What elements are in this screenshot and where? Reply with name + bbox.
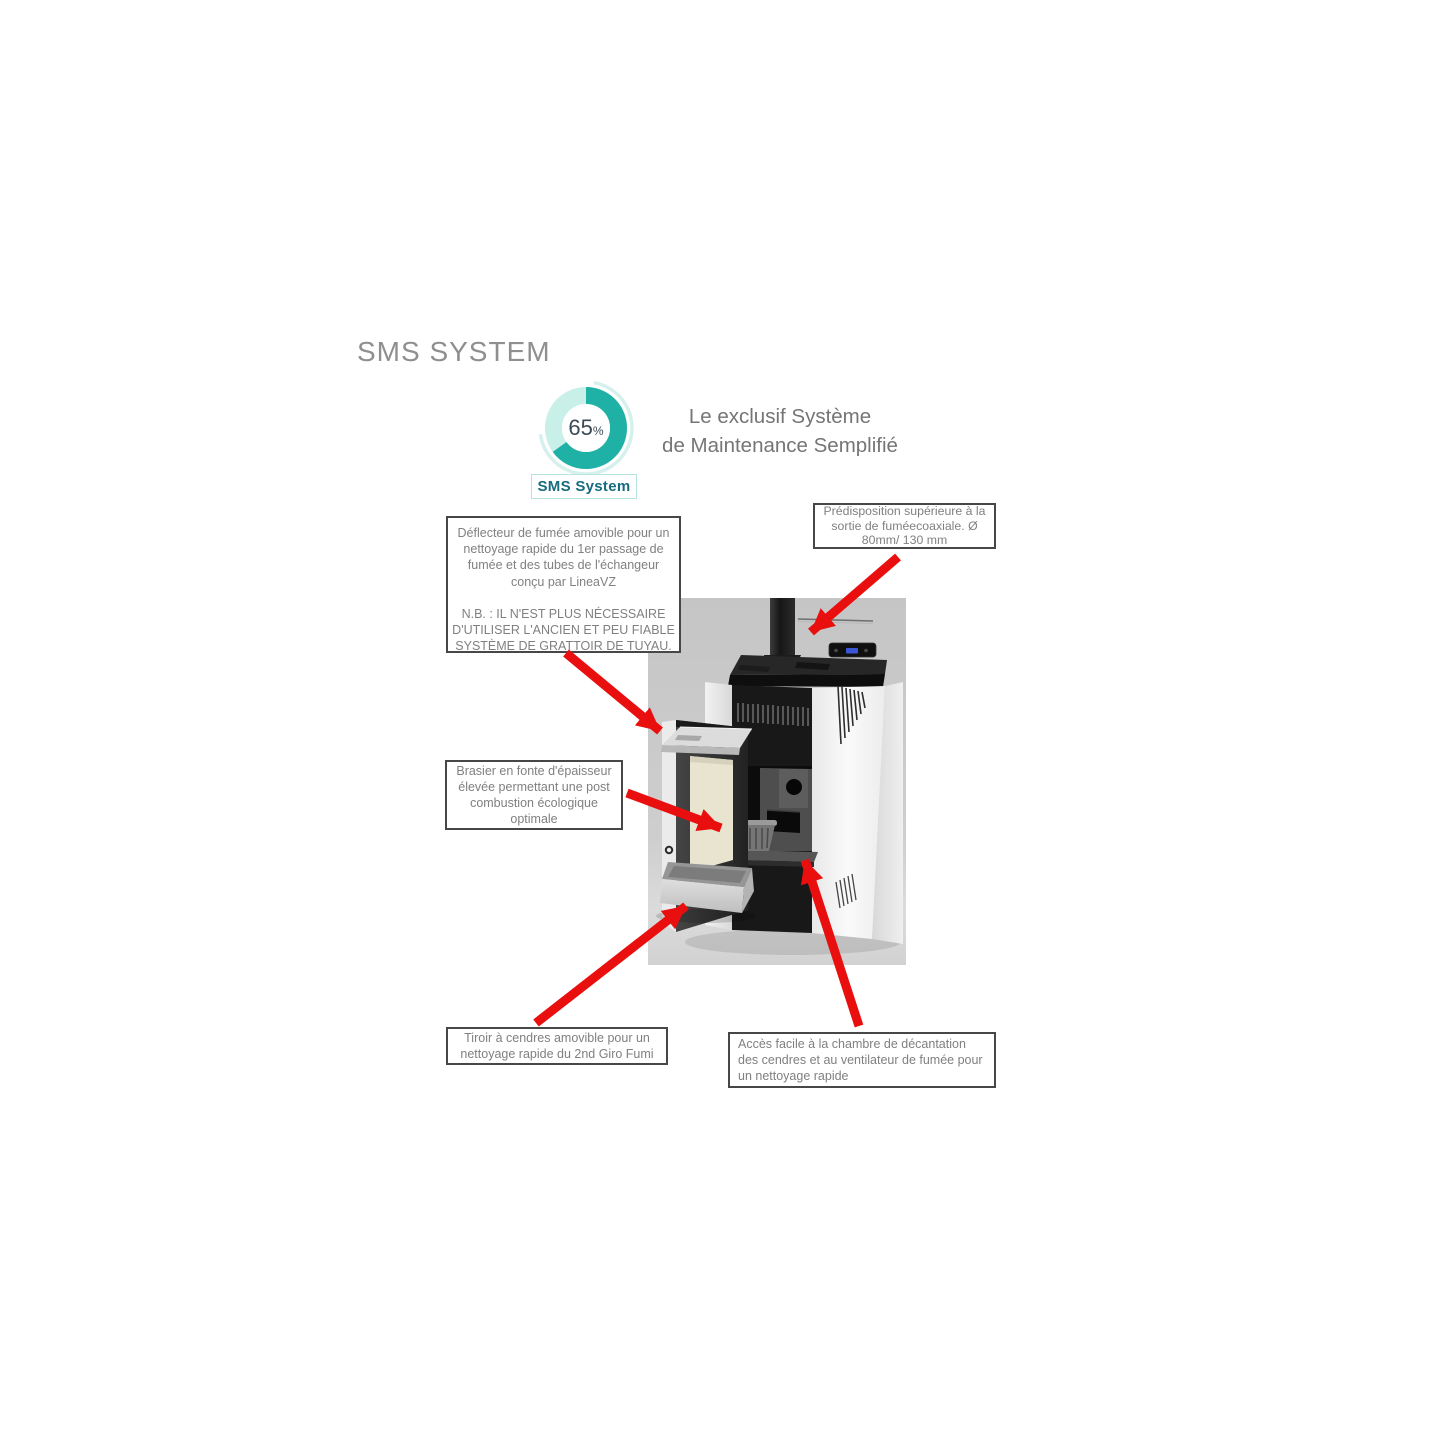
headline: [600, 402, 960, 460]
sms-system-label: SMS System: [531, 474, 637, 499]
stove-illustration: [648, 598, 906, 965]
callout-ash-drawer: Tiroir à cendres amovible pour un nettoyage rapide du 2nd Giro Fumi: [446, 1027, 668, 1065]
top-slab-edge: [728, 674, 885, 687]
ash-drawer: [656, 862, 756, 923]
headline-line1: Le exclusif Système: [688, 405, 872, 428]
flame-port: [786, 779, 802, 795]
chamber-ledge: [736, 850, 818, 862]
page-title: SMS SYSTEM: [357, 336, 551, 367]
arrow-deflector: [566, 653, 660, 731]
door-glass: [690, 756, 733, 872]
chimney-pipe: [770, 598, 795, 658]
control-display: [846, 648, 858, 654]
callout-flue-outlet: Prédisposition supérieure à la sortie de fuméecoaxiale. Ø 80mm/ 130 mm: [813, 503, 996, 549]
callout-smoke-deflector: Déflecteur de fumée amovible pour un nettoyage rapide du 1er passage de fumée et des tubes de l'échangeur conçu par LineaVZ N.B. : IL N'EST PLUS NÉCESSAIRE D'UTILISER L'ANCIEN ET PEU FIABLE SYSTÈME DE GRATTOIR DE TUYAU.: [446, 516, 681, 653]
callout-brazier: Brasier en fonte d'épaisseur élevée permettant une post combustion écologique optimale: [445, 760, 623, 830]
headline-line2: de Maintenance Semplifié: [662, 434, 898, 457]
donut-percent-text: 65%: [568, 415, 604, 440]
control-panel: [829, 643, 876, 657]
callout-decantation-chamber: Accès facile à la chambre de décantation des cendres et au ventilateur de fumée pour un nettoyage rapide: [728, 1032, 996, 1088]
